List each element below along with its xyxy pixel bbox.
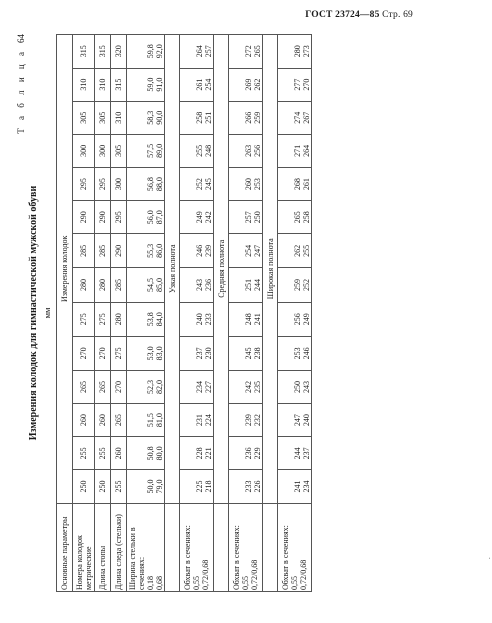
cell-pair xyxy=(229,35,263,69)
cell-value: 256 xyxy=(253,144,262,157)
cell-value: 285 xyxy=(95,234,111,268)
cell-pair xyxy=(278,404,312,437)
cell-value: 249 xyxy=(302,313,311,326)
cell-pair xyxy=(127,336,165,370)
cell-pair xyxy=(180,370,214,403)
cell-value: 272 xyxy=(244,45,253,58)
cell-value: 79,0 xyxy=(155,479,164,494)
table-row xyxy=(95,35,111,592)
cell-value: 260 xyxy=(111,437,127,470)
cell-value: 241 xyxy=(293,480,302,493)
table-row xyxy=(127,35,165,592)
cell-pair xyxy=(180,234,214,268)
page-header xyxy=(305,10,413,20)
row-label-text: Ширина стельки в сечениях: xyxy=(127,527,146,590)
table-title: Измерения колодок для гимнастической мужской обуви xyxy=(28,185,39,441)
cell-value: 50,0 xyxy=(146,479,155,494)
cell-value: 239 xyxy=(244,414,253,427)
cell-pair xyxy=(278,101,312,134)
cell-value: 57,5 xyxy=(146,143,155,158)
table-row xyxy=(111,35,127,592)
cell-value: 310 xyxy=(95,68,111,101)
cell-value: 265 xyxy=(95,370,111,403)
cell-value: 91,0 xyxy=(155,77,164,92)
cell-pair xyxy=(127,470,165,503)
cell-value: 257 xyxy=(244,211,253,224)
cell-value: 230 xyxy=(204,347,213,360)
cell-pair xyxy=(180,336,214,370)
cell-pair xyxy=(278,470,312,503)
cell-value: 58,3 xyxy=(146,110,155,125)
cell-value: 59,0 xyxy=(146,77,155,92)
cell-value: 52,3 xyxy=(146,380,155,395)
cell-value: 53,0 xyxy=(146,346,155,361)
cell-value: 218 xyxy=(204,480,213,493)
cell-pair xyxy=(229,234,263,268)
cell-value: 59,8 xyxy=(146,44,155,59)
cell-value: 320 xyxy=(111,35,127,69)
cell-value: 290 xyxy=(73,201,95,234)
cell-value: 240 xyxy=(302,414,311,427)
cell-pair xyxy=(180,168,214,201)
cell-value: 243 xyxy=(302,381,311,394)
cell-value: 253 xyxy=(253,178,262,191)
row-sublabel: 0,72/0,68 xyxy=(250,559,259,590)
cell-value: 234 xyxy=(302,480,311,493)
cell-value: 251 xyxy=(244,279,253,292)
cell-value: 300 xyxy=(95,134,111,167)
cell-value: 305 xyxy=(111,134,127,167)
cell-value: 240 xyxy=(195,313,204,326)
cell-pair xyxy=(229,101,263,134)
row-sublabel: 0,18 xyxy=(145,576,155,590)
cell-value: 270 xyxy=(111,370,127,403)
cell-value: 55,3 xyxy=(146,243,155,258)
cell-value: 245 xyxy=(204,178,213,191)
cell-value: 261 xyxy=(302,178,311,191)
cell-value: 237 xyxy=(195,347,204,360)
cell-value: 56,8 xyxy=(146,177,155,192)
cell-pair xyxy=(229,404,263,437)
cell-value: 224 xyxy=(204,414,213,427)
cell-pair xyxy=(278,134,312,167)
cell-value: 264 xyxy=(302,144,311,157)
cell-pair xyxy=(127,68,165,101)
cell-value: 237 xyxy=(302,447,311,460)
row-label-text: Обхват в сечениях: xyxy=(183,525,192,590)
cell-value: 295 xyxy=(73,168,95,201)
row-label-stopa: Длина стопы xyxy=(95,503,111,591)
cell-value: 255 xyxy=(73,437,95,470)
cell-value: 234 xyxy=(195,381,204,394)
row-label xyxy=(127,503,165,591)
page-number: Стр. 69 xyxy=(382,10,413,20)
cell-value: 305 xyxy=(73,101,95,134)
cell-value: 260 xyxy=(95,404,111,437)
cell-value: 239 xyxy=(204,244,213,257)
cell-value: 252 xyxy=(195,178,204,191)
cell-value: 247 xyxy=(293,414,302,427)
cell-value: 236 xyxy=(244,447,253,460)
cell-value: 88,0 xyxy=(155,177,164,192)
cell-value: 300 xyxy=(111,168,127,201)
cell-value: 257 xyxy=(204,45,213,58)
section-title: Средняя полнота xyxy=(214,35,229,504)
cell-pair xyxy=(278,201,312,234)
cell-value: 305 xyxy=(95,101,111,134)
cell-value: 242 xyxy=(204,211,213,224)
cell-pair xyxy=(180,404,214,437)
cell-value: 248 xyxy=(204,144,213,157)
cell-pair xyxy=(278,234,312,268)
cell-value: 80,0 xyxy=(155,446,164,461)
cell-pair xyxy=(127,302,165,336)
cell-value: 250 xyxy=(73,470,95,503)
cell-value: 245 xyxy=(244,347,253,360)
cell-value: 228 xyxy=(195,447,204,460)
cell-pair xyxy=(229,336,263,370)
cell-pair xyxy=(229,302,263,336)
row-label xyxy=(278,503,312,591)
table-row xyxy=(229,35,263,592)
cell-value: 280 xyxy=(73,268,95,302)
cell-value: 262 xyxy=(293,244,302,257)
cell-value: 254 xyxy=(244,244,253,257)
cell-pair xyxy=(278,268,312,302)
cell-value: 226 xyxy=(253,480,262,493)
cell-value: 225 xyxy=(195,480,204,493)
cell-value: 50,8 xyxy=(146,446,155,461)
cell-value: 221 xyxy=(204,447,213,460)
param-header: Основные параметры xyxy=(57,503,73,591)
cell-value: 89,0 xyxy=(155,143,164,158)
cell-value: 235 xyxy=(253,381,262,394)
table-row xyxy=(278,35,312,592)
cell-value: 270 xyxy=(73,336,95,370)
cell-value: 295 xyxy=(111,201,127,234)
cell-value: 84,0 xyxy=(155,312,164,327)
cell-pair xyxy=(278,35,312,69)
cell-value: 259 xyxy=(293,279,302,292)
section-blank xyxy=(214,503,229,591)
cell-pair xyxy=(180,470,214,503)
margin-dot: . xyxy=(484,557,492,559)
cell-value: 260 xyxy=(73,404,95,437)
cell-value: 280 xyxy=(95,268,111,302)
table-row xyxy=(180,35,214,592)
row-sublabel: 0,72/0,68 xyxy=(299,559,308,590)
row-sublabel: 0,55 xyxy=(241,576,250,590)
cell-value: 255 xyxy=(195,144,204,157)
cell-pair xyxy=(127,168,165,201)
cell-value: 264 xyxy=(195,45,204,58)
cell-value: 269 xyxy=(244,78,253,91)
cell-value: 90,0 xyxy=(155,110,164,125)
cell-pair xyxy=(127,234,165,268)
cell-value: 247 xyxy=(253,244,262,257)
row-label xyxy=(229,503,263,591)
cell-value: 259 xyxy=(253,111,262,124)
cell-value: 265 xyxy=(73,370,95,403)
section-title: Широкая полнота xyxy=(263,35,278,504)
cell-value: 261 xyxy=(195,78,204,91)
cell-value: 290 xyxy=(111,234,127,268)
cell-value: 86,0 xyxy=(155,243,164,258)
cell-value: 238 xyxy=(253,347,262,360)
cell-pair xyxy=(278,336,312,370)
table-row xyxy=(73,35,95,592)
cell-pair xyxy=(127,101,165,134)
cell-value: 229 xyxy=(253,447,262,460)
row-label-text: Обхват в сечениях: xyxy=(281,525,290,590)
cell-value: 253 xyxy=(293,347,302,360)
cell-value: 263 xyxy=(244,144,253,157)
cell-value: 262 xyxy=(253,78,262,91)
cell-value: 275 xyxy=(111,336,127,370)
section-blank xyxy=(263,503,278,591)
cell-value: 270 xyxy=(302,78,311,91)
cell-pair xyxy=(229,370,263,403)
cell-pair xyxy=(229,437,263,470)
cell-value: 290 xyxy=(95,201,111,234)
cell-value: 87,0 xyxy=(155,210,164,225)
cell-value: 233 xyxy=(204,313,213,326)
cell-value: 252 xyxy=(302,279,311,292)
cell-value: 265 xyxy=(253,45,262,58)
table-unit: мм xyxy=(42,307,52,319)
cell-value: 250 xyxy=(95,470,111,503)
section-header-row xyxy=(165,35,180,592)
cell-pair xyxy=(180,101,214,134)
cell-value: 254 xyxy=(204,78,213,91)
section-blank xyxy=(165,503,180,591)
cell-value: 260 xyxy=(244,178,253,191)
cell-pair xyxy=(278,68,312,101)
cell-value: 255 xyxy=(111,470,127,503)
cell-value: 241 xyxy=(253,313,262,326)
section-header-row xyxy=(214,35,229,592)
cell-value: 81,0 xyxy=(155,413,164,428)
cell-value: 315 xyxy=(95,35,111,69)
cell-pair xyxy=(278,437,312,470)
cell-pair xyxy=(229,201,263,234)
cell-value: 310 xyxy=(73,68,95,101)
cell-value: 82,0 xyxy=(155,380,164,395)
cell-value: 315 xyxy=(111,68,127,101)
cell-value: 265 xyxy=(293,211,302,224)
cell-pair xyxy=(127,370,165,403)
section-header-row xyxy=(263,35,278,592)
cell-value: 85,0 xyxy=(155,278,164,293)
table-number: 64 xyxy=(16,34,26,43)
cell-value: 310 xyxy=(111,101,127,134)
cell-value: 251 xyxy=(204,111,213,124)
row-sublabel: 0,72/0,68 xyxy=(201,559,210,590)
cell-pair xyxy=(180,35,214,69)
cell-value: 244 xyxy=(293,447,302,460)
cell-pair xyxy=(180,268,214,302)
cell-value: 280 xyxy=(111,302,127,336)
cell-value: 258 xyxy=(195,111,204,124)
cell-pair xyxy=(127,35,165,69)
cell-value: 246 xyxy=(302,347,311,360)
cell-value: 256 xyxy=(293,313,302,326)
row-label-nomer: Номера колодок метрические xyxy=(73,503,95,591)
cell-value: 273 xyxy=(302,45,311,58)
cell-value: 242 xyxy=(244,381,253,394)
cell-value: 266 xyxy=(244,111,253,124)
cell-value: 232 xyxy=(253,414,262,427)
cell-value: 92,0 xyxy=(155,44,164,59)
cell-value: 285 xyxy=(111,268,127,302)
cell-value: 51,5 xyxy=(146,413,155,428)
cell-value: 54,5 xyxy=(146,278,155,293)
cell-pair xyxy=(278,168,312,201)
cell-pair xyxy=(127,437,165,470)
cell-pair xyxy=(180,68,214,101)
table-label xyxy=(16,34,26,134)
section-title: Узкая полнота xyxy=(165,35,180,504)
cell-value: 248 xyxy=(244,313,253,326)
cell-pair xyxy=(229,168,263,201)
cell-value: 231 xyxy=(195,414,204,427)
cell-value: 246 xyxy=(195,244,204,257)
cell-pair xyxy=(278,302,312,336)
cell-pair xyxy=(229,68,263,101)
row-sublabel: 0,68 xyxy=(154,576,164,590)
cell-value: 295 xyxy=(95,168,111,201)
cell-pair xyxy=(127,268,165,302)
cell-value: 255 xyxy=(95,437,111,470)
cell-pair xyxy=(229,134,263,167)
cell-pair xyxy=(180,302,214,336)
cell-value: 285 xyxy=(73,234,95,268)
measurements-table xyxy=(56,34,312,592)
cell-value: 255 xyxy=(302,244,311,257)
cell-value: 267 xyxy=(302,111,311,124)
cell-value: 56,0 xyxy=(146,210,155,225)
cell-value: 277 xyxy=(293,78,302,91)
table-body xyxy=(73,35,312,592)
gost-number: ГОСТ 23724—85 xyxy=(305,10,380,20)
cell-value: 268 xyxy=(293,178,302,191)
cell-pair xyxy=(229,268,263,302)
cell-value: 300 xyxy=(73,134,95,167)
cell-pair xyxy=(127,134,165,167)
cell-value: 275 xyxy=(95,302,111,336)
cell-value: 243 xyxy=(195,279,204,292)
row-label-sled: Длина следа (стельки) xyxy=(111,503,127,591)
cell-value: 258 xyxy=(302,211,311,224)
table-word: Т а б л и ц а xyxy=(16,49,26,134)
cell-value: 275 xyxy=(73,302,95,336)
cell-value: 236 xyxy=(204,279,213,292)
cell-value: 271 xyxy=(293,144,302,157)
cell-pair xyxy=(180,134,214,167)
cell-pair xyxy=(278,370,312,403)
cell-value: 265 xyxy=(111,404,127,437)
cell-value: 249 xyxy=(195,211,204,224)
cell-pair xyxy=(229,470,263,503)
cell-pair xyxy=(180,437,214,470)
cell-value: 227 xyxy=(204,381,213,394)
group-header: Измерения колодок xyxy=(57,35,73,504)
rotated-table-block xyxy=(16,34,492,592)
cell-pair xyxy=(127,404,165,437)
cell-pair xyxy=(180,201,214,234)
cell-value: 250 xyxy=(253,211,262,224)
row-sublabel: 0,55 xyxy=(290,576,299,590)
row-label-text: Обхват в сечениях: xyxy=(232,525,241,590)
cell-value: 315 xyxy=(73,35,95,69)
cell-value: 270 xyxy=(95,336,111,370)
cell-value: 250 xyxy=(293,381,302,394)
cell-pair xyxy=(127,201,165,234)
cell-value: 244 xyxy=(253,279,262,292)
cell-value: 280 xyxy=(293,45,302,58)
row-label xyxy=(180,503,214,591)
row-sublabel: 0,55 xyxy=(192,576,201,590)
cell-value: 274 xyxy=(293,111,302,124)
cell-value: 53,8 xyxy=(146,312,155,327)
cell-value: 233 xyxy=(244,480,253,493)
cell-value: 83,0 xyxy=(155,346,164,361)
